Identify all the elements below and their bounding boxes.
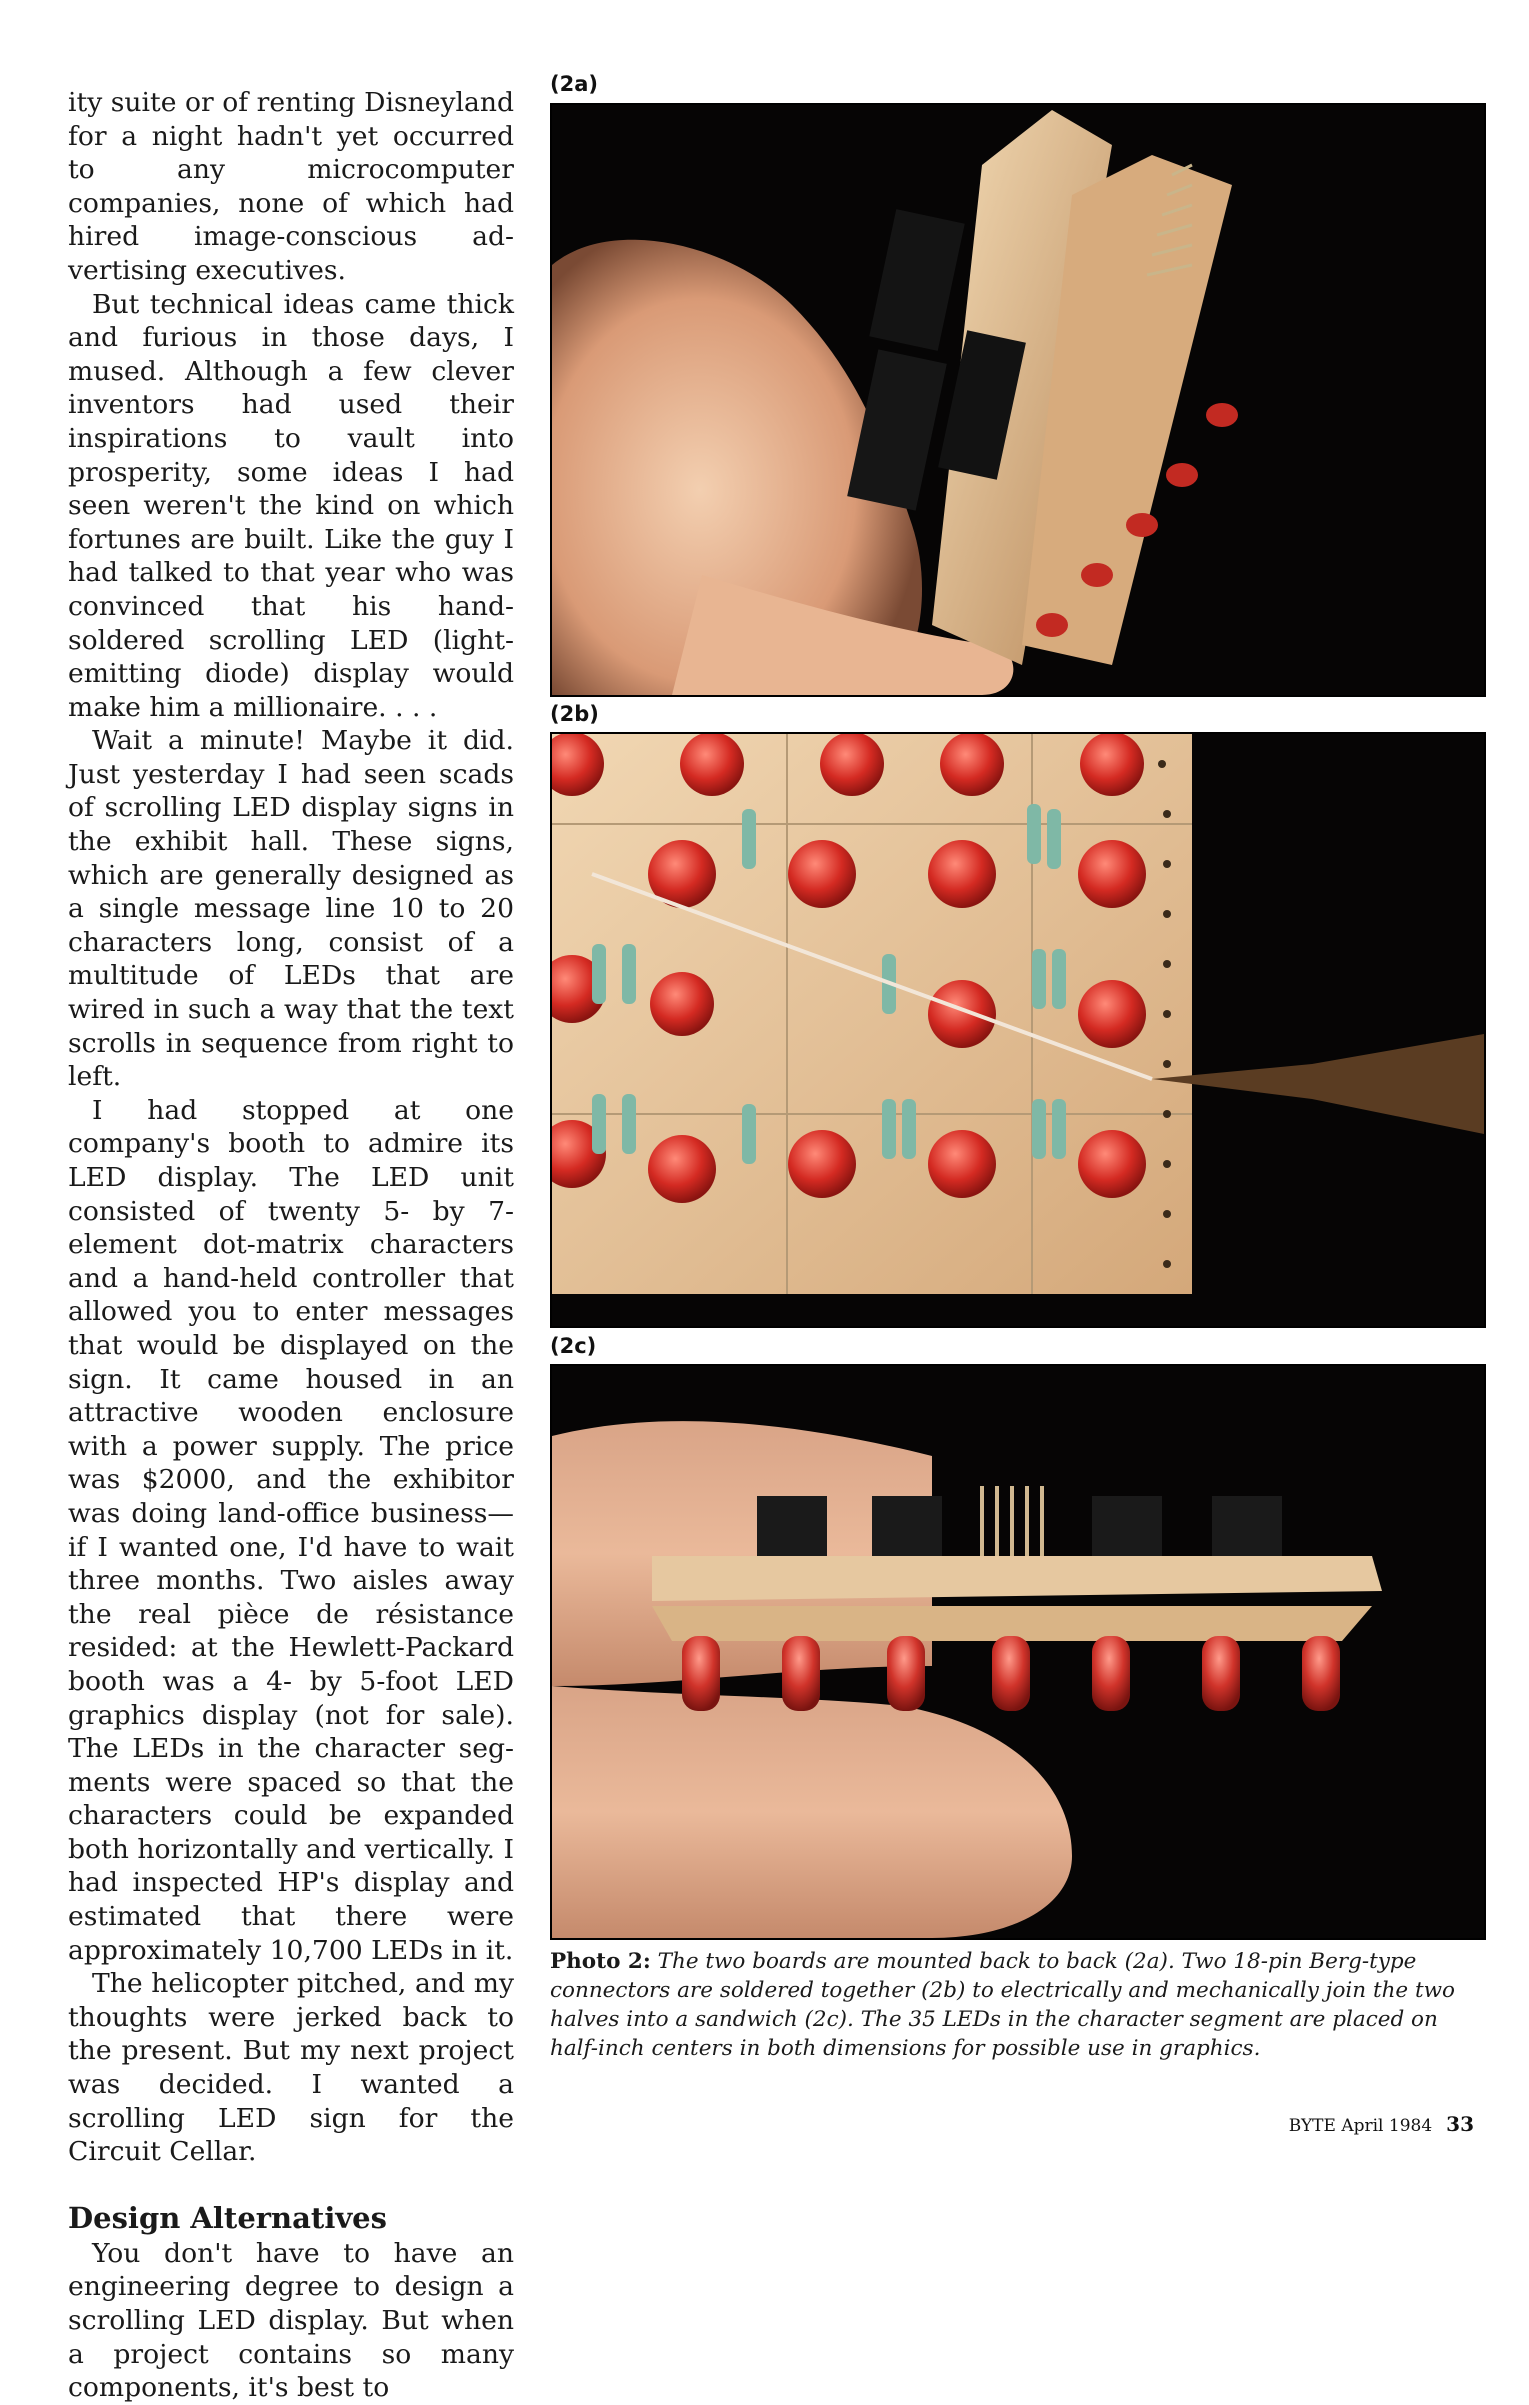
footer-magazine: BYTE April 1984 bbox=[1288, 2116, 1433, 2136]
section-heading: Design Alternatives bbox=[68, 2200, 387, 2235]
page-footer bbox=[1289, 2112, 1474, 2136]
photo-2a bbox=[550, 103, 1486, 697]
photo-2b-illustration bbox=[552, 734, 1484, 1326]
photo-2c-illustration bbox=[552, 1366, 1484, 1938]
photo-caption bbox=[550, 1947, 1482, 2063]
paragraph-2: But technical ideas came thick and furious in those days, I mused. Although a few clever inventors had used their inspirations to vault into prosperity, some ideas I had seen weren't the kind on which fortunes are built. Like the guy I had talked to that year who was convinced that his hand-soldered scrolling LED (light-emitting diode) display would make him a millionaire. . . . bbox=[68, 288, 514, 723]
caption-body: The two boards are mounted back to back (2a). Two 18-pin Berg-type connectors are soldered together (2b) to electrically and mechanically join the two halves into a sandwich (2c). The 35 LEDs in the character segment are placed on half-inch centers in both dimensions for possible use in graphics. bbox=[550, 1949, 1455, 2061]
paragraph-4: I had stopped at one company's booth to admire its LED display. The LED unit consisted of twenty 5- by 7-element dot-matrix characters and a hand-held controller that allowed you to enter messages that would be displayed on the sign. It came housed in an attractive wooden enclosure with a power supply. The price was $2000, and the exhibitor was doing land-office business—if I wanted one, I'd have to wait three months. Two aisles away the real pièce de résistance resided: at the Hewlett-Packard booth was a 4- by 5-foot LED graphics display (not for sale). The LEDs in the character segments were spaced so that the characters could be expanded both horizontally and vertically. I had inspected HP's display and estimated that there were approximately 10,700 LEDs in it. bbox=[68, 1094, 514, 1966]
figure-label-2b: (2b) bbox=[550, 702, 599, 726]
figure-label-2a: (2a) bbox=[550, 72, 598, 96]
paragraph-5: The helicopter pitched, and my thoughts were jerked back to the present. But my next project was decided. I wanted a scrolling LED sign for the Circuit Cellar. bbox=[68, 1968, 514, 2168]
caption-lead: Photo 2: bbox=[550, 1949, 651, 1974]
figure-label-2c: (2c) bbox=[550, 1334, 597, 1358]
paragraph-6: You don't have to have an engineering degree to design a scrolling LED display. But when a project contains so many components, it's best to bbox=[68, 2237, 514, 2404]
page-number: 33 bbox=[1446, 2112, 1474, 2136]
photo-2a-illustration bbox=[552, 105, 1484, 695]
paragraph-3: Wait a minute! Maybe it did. Just yesterday I had seen scads of scrolling LED display signs in the exhibit hall. These signs, which are generally designed as a single message line 10 to 20 characters long, consist of a multitude of LEDs that are wired in such a way that the text scrolls in sequence from right to left. bbox=[68, 725, 514, 1093]
photo-2b bbox=[550, 732, 1486, 1328]
paragraph-1: ity suite or of renting Disneyland for a night hadn't yet occurred to any microcomputer companies, none of which had hired image-conscious advertising executives. bbox=[68, 87, 514, 286]
photo-2c bbox=[550, 1364, 1486, 1940]
article-column bbox=[68, 86, 514, 2405]
